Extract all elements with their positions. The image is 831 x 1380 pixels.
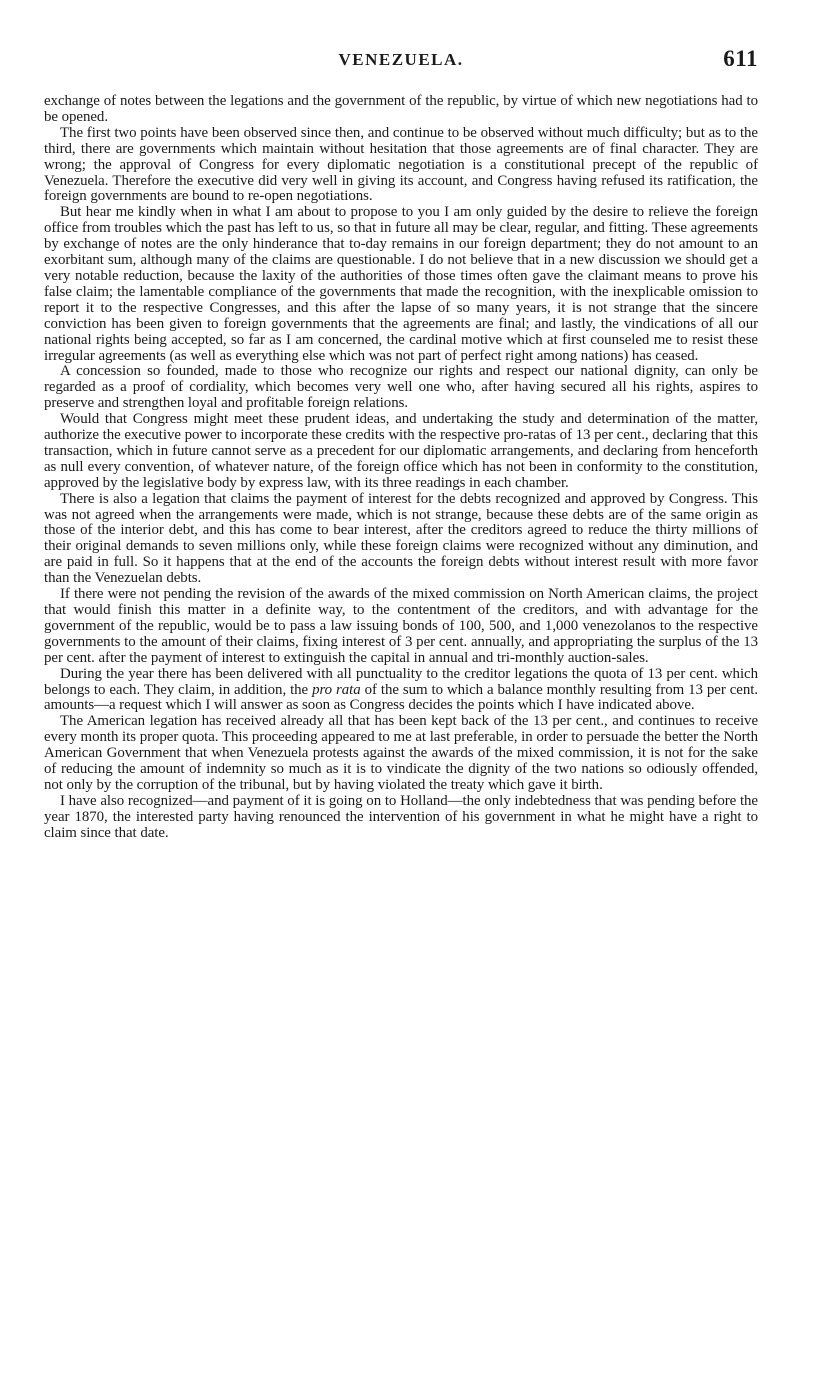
page-header: [44, 46, 758, 76]
paragraph: The first two points have been observed since then, and continue to be observed without much difficulty; but as to the third, there are governments which maintain without hesitation that those agreements are of final character. They are wrong; the approval of Congress for every diplomatic negotiation is a constitutional precept of the republic of Venezuela. Therefore the executive did very well in giving its account, and Congress having refused its ratification, the foreign governments are bound to re-open negotiations.: [44, 124, 758, 205]
paragraph-pro-rata: [44, 667, 758, 715]
paragraph-continuation: exchange of notes between the legations and the government of the republic, by virtue of which new negotiations had to be opened.: [44, 93, 758, 125]
paragraph: There is also a legation that claims the payment of interest for the debts recognized and approved by Congress. This was not agreed when the arrangements were made, which is not strange, because these debts are of the same origin as those of the interior debt, and this has come to bear interest, after the creditors agreed to reduce the thirty millions of their original demands to seven millions only, while these foreign claims were recognized without any diminution, and are paid in full. So it happens that at the end of the accounts the foreign debts without interest result with more favor than the Venezuelan debts.: [44, 490, 758, 587]
paragraph-text: During the year there has been delivered with all punctuality to the creditor legations the quota of 13 per cent. which belongs to each. They claim, in addition, the: [44, 665, 758, 698]
paragraph: A concession so founded, made to those who recognize our rights and respect our national dignity, can only be regarded as a proof of cordiality, which becomes very well one who, after having secured all his rights, aspires to preserve and strengthen loyal and profitable foreign relations.: [44, 363, 758, 412]
paragraph: The American legation has received already all that has been kept back of the 13 per cent., and continues to receive every month its proper quota. This proceeding appeared to me at last preferable, in order to persuade the better the North American Government that when Venezuela protests against the awards of the mixed commission, it is not for the sake of reducing the amount of indemnity so much as it is to vindicate the dignity of the two nations so odiously offended, not only by the corruption of the tribunal, but by having violated the treaty which gave it birth.: [44, 713, 758, 793]
paragraph-text: of the sum to which a balance monthly resulting from 13 per cent. amounts—a request which I will answer as soon as Congress decides the points which I have indicated above.: [44, 681, 758, 714]
running-title: VENEZUELA.: [338, 50, 464, 69]
paragraph: But hear me kindly when in what I am about to propose to you I am only guided by the desire to relieve the foreign office from troubles which the past has left to us, so that in future all may be clear, regular, and fitting. These agreements by exchange of notes are the only hinderance that to-day remains in our foreign department; they do not amount to an exorbitant sum, although many of the claims are questionable. I do not believe that in a new discussion we should get a very notable reduction, because the laxity of the authorities of those times often gave the claimant means to prove his false claim; the lamentable compliance of the governments that made the recognition, with the inexplicable omission to report it to the respective Congresses, and this after the lapse of so many years, it is not strange that the sincere conviction has been given to foreign governments that the agreements are final; and lastly, the vindications of all our national rights being accepted, so far as I am concerned, the cardinal motive which at first counseled me to resist these irregular agreements (as well as everything else which was not part of perfect right among nations) has ceased.: [44, 204, 758, 364]
paragraph: If there were not pending the revision of the awards of the mixed commission on North American claims, the project that would finish this matter in a definite way, to the contentment of the creditors, and with advantage for the government of the republic, would be to pass a law issuing bonds of 100, 500, and 1,000 venezolanos to the respective governments to the amount of their claims, fixing interest of 3 per cent. annually, and appropriating the surplus of the 13 per cent. after the payment of interest to extinguish the capital in annual and tri-monthly auction-sales.: [44, 586, 758, 666]
paragraph: Would that Congress might meet these prudent ideas, and undertaking the study and determination of the matter, authorize the executive power to incorporate these credits with the respective pro-ratas of 13 per cent., declaring that this transaction, which in future cannot serve as a precedent for our diplomatic arrangements, and declaring from henceforth as null every convention, of whatever nature, of the foreign office which has not been in conformity to the constitution, approved by the legislative body by express law, with its three readings in each chamber.: [44, 411, 759, 491]
paragraph: I have also recognized—and payment of it is going on to Holland—the only indebtedness that was pending before the year 1870, the interested party having renounced the intervention of his government in what he might have a right to claim since that date.: [44, 792, 758, 841]
italic-term: pro rata: [312, 681, 361, 698]
body-text: [44, 94, 758, 842]
page-number: 611: [723, 46, 758, 71]
